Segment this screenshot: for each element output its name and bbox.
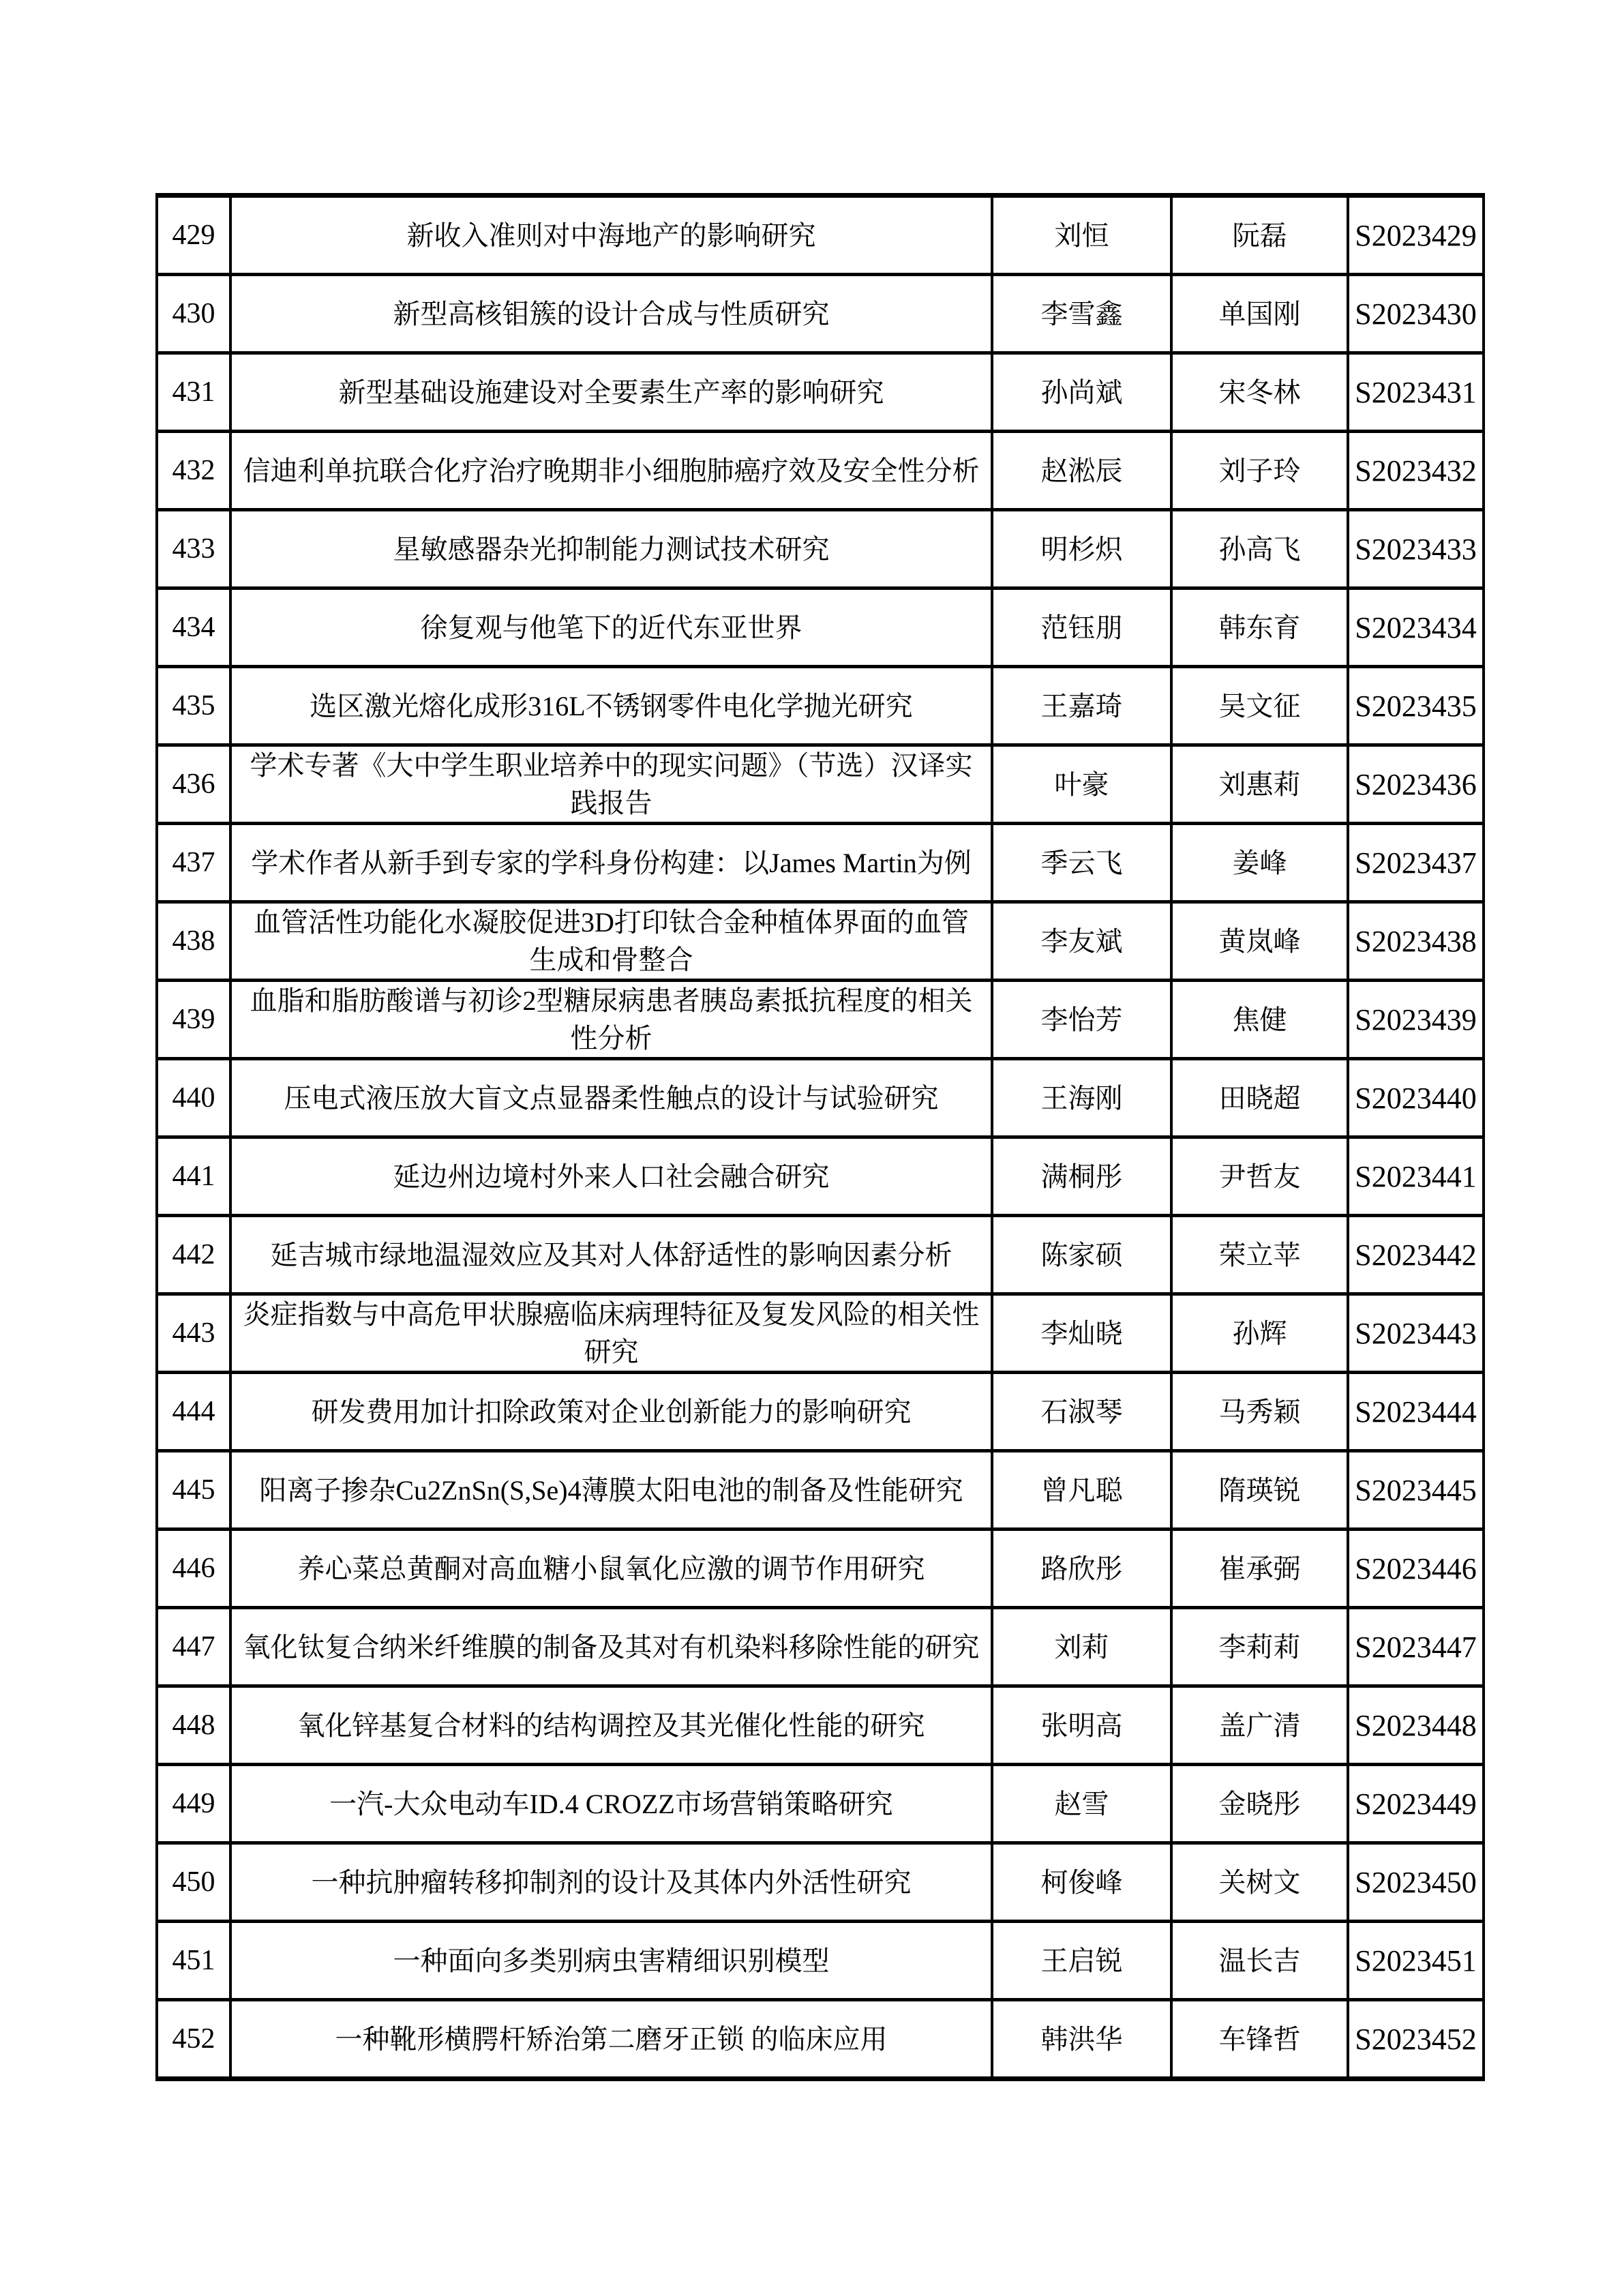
name2-cell-text: 田晓超: [1218, 1082, 1301, 1114]
student-id-cell-text: S2023437: [1355, 846, 1477, 880]
name2-cell-text: 盖广清: [1218, 1710, 1301, 1741]
name2-cell-text: 单国刚: [1218, 298, 1301, 329]
name1-cell: [993, 825, 1173, 900]
name1-cell-text: 石淑琴: [1040, 1396, 1123, 1427]
name1-cell: [993, 1060, 1173, 1135]
row-number-cell: [158, 825, 232, 900]
name2-cell-text: 姜峰: [1232, 847, 1287, 878]
student-id-cell: [1349, 1766, 1482, 1841]
row-number-cell-text: 445: [172, 1474, 215, 1506]
student-id-cell: [1349, 1217, 1482, 1292]
name1-cell-text: 刘恒: [1054, 220, 1109, 251]
student-id-cell-text: S2023433: [1355, 532, 1477, 566]
student-id-cell: [1349, 1688, 1482, 1763]
thesis-title-cell-text: 学术专著《大中学生职业培养中的现实问题》（节选）汉译实践报告: [250, 750, 973, 818]
row-number-cell: [158, 1609, 232, 1684]
name2-cell-text: 关树文: [1218, 1866, 1301, 1898]
row-number-cell: [158, 198, 232, 273]
table-row: [158, 1296, 1482, 1374]
row-number-cell-text: 435: [172, 689, 215, 721]
table-row: [158, 1217, 1482, 1296]
table-row: [158, 355, 1482, 433]
row-number-cell: [158, 1766, 232, 1841]
name1-cell-text: 路欣彤: [1040, 1553, 1123, 1584]
name2-cell: [1173, 1845, 1349, 1920]
name2-cell: [1173, 276, 1349, 351]
thesis-title-cell: [232, 1766, 993, 1841]
student-id-cell-text: S2023445: [1355, 1473, 1477, 1507]
thesis-title-cell: [232, 276, 993, 351]
row-number-cell-text: 433: [172, 533, 215, 565]
thesis-title-cell: [232, 1609, 993, 1684]
table-row: [158, 198, 1482, 276]
name1-cell-text: 刘莉: [1054, 1631, 1109, 1663]
thesis-title-cell-text: 徐复观与他笔下的近代东亚世界: [420, 612, 802, 643]
thesis-title-cell-text: 阳离子掺杂Cu2ZnSn(S,Se)4薄膜太阳电池的制备及性能研究: [259, 1474, 963, 1506]
name2-cell: [1173, 511, 1349, 586]
row-number-cell: [158, 590, 232, 665]
name2-cell: [1173, 1139, 1349, 1214]
row-number-cell: [158, 668, 232, 743]
row-number-cell-text: 436: [172, 768, 215, 800]
row-number-cell: [158, 1139, 232, 1214]
thesis-title-cell: [232, 1060, 993, 1135]
name2-cell-text: 宋冬林: [1218, 376, 1301, 408]
name2-cell-text: 李莉莉: [1218, 1631, 1301, 1663]
thesis-title-cell-text: 新型高核钼簇的设计合成与性质研究: [393, 298, 830, 329]
student-id-cell-text: S2023429: [1355, 218, 1477, 252]
student-id-cell-text: S2023438: [1355, 924, 1477, 958]
name1-cell-text: 李雪鑫: [1040, 298, 1123, 329]
row-number-cell-text: 449: [172, 1787, 215, 1819]
name2-cell-text: 隋瑛锐: [1218, 1474, 1301, 1506]
table-row: [158, 1688, 1482, 1766]
student-id-cell-text: S2023447: [1355, 1630, 1477, 1664]
name1-cell-text: 明杉炽: [1040, 533, 1123, 565]
name2-cell: [1173, 668, 1349, 743]
student-id-cell-text: S2023435: [1355, 689, 1477, 723]
name2-cell-text: 金晓彤: [1218, 1788, 1301, 1819]
name2-cell: [1173, 1452, 1349, 1527]
student-id-cell: [1349, 1923, 1482, 1998]
thesis-title-cell: [232, 747, 993, 822]
row-number-cell: [158, 511, 232, 586]
student-id-cell: [1349, 1452, 1482, 1527]
name2-cell-text: 阮磊: [1232, 220, 1287, 251]
name2-cell: [1173, 825, 1349, 900]
row-number-cell-text: 429: [172, 219, 215, 251]
name2-cell-text: 韩东育: [1218, 612, 1301, 643]
thesis-title-cell: [232, 433, 993, 508]
table-row: [158, 2001, 1482, 2076]
thesis-list-table: [155, 193, 1485, 2081]
thesis-title-cell-text: 血管活性功能化水凝胶促进3D打印钛合金种植体界面的血管生成和骨整合: [254, 907, 969, 975]
name1-cell: [993, 747, 1173, 822]
thesis-title-cell-text: 压电式液压放大盲文点显器柔性触点的设计与试验研究: [284, 1082, 939, 1114]
name1-cell: [993, 1609, 1173, 1684]
thesis-title-cell: [232, 1296, 993, 1371]
name1-cell-text: 王嘉琦: [1040, 690, 1123, 721]
name1-cell: [993, 904, 1173, 979]
row-number-cell: [158, 1688, 232, 1763]
name1-cell: [993, 276, 1173, 351]
student-id-cell: [1349, 355, 1482, 430]
name1-cell-text: 张明高: [1040, 1710, 1123, 1741]
name1-cell-text: 曾凡聪: [1040, 1474, 1123, 1506]
table-row: [158, 982, 1482, 1060]
row-number-cell-text: 437: [172, 846, 215, 878]
name2-cell-text: 马秀颖: [1218, 1396, 1301, 1427]
row-number-cell: [158, 982, 232, 1057]
student-id-cell-text: S2023444: [1355, 1395, 1477, 1429]
row-number-cell-text: 446: [172, 1552, 215, 1584]
name2-cell-text: 荣立苹: [1218, 1239, 1301, 1270]
thesis-title-cell-text: 学术作者从新手到专家的学科身份构建：以James Martin为例: [251, 847, 972, 878]
row-number-cell: [158, 1060, 232, 1135]
thesis-title-cell: [232, 511, 993, 586]
table-row: [158, 511, 1482, 590]
name1-cell-text: 柯俊峰: [1040, 1866, 1123, 1898]
name2-cell-text: 崔承弼: [1218, 1553, 1301, 1584]
name2-cell: [1173, 1766, 1349, 1841]
student-id-cell: [1349, 433, 1482, 508]
student-id-cell-text: S2023440: [1355, 1081, 1477, 1115]
name2-cell: [1173, 1688, 1349, 1763]
table-row: [158, 668, 1482, 747]
row-number-cell: [158, 747, 232, 822]
name1-cell-text: 李怡芳: [1040, 1004, 1123, 1035]
name1-cell: [993, 198, 1173, 273]
name1-cell: [993, 982, 1173, 1057]
student-id-cell: [1349, 1609, 1482, 1684]
thesis-title-cell-text: 星敏感器杂光抑制能力测试技术研究: [393, 533, 830, 565]
name1-cell-text: 季云飞: [1040, 847, 1123, 878]
student-id-cell: [1349, 1060, 1482, 1135]
row-number-cell: [158, 1374, 232, 1449]
student-id-cell: [1349, 2001, 1482, 2076]
thesis-title-cell-text: 信迪利单抗联合化疗治疗晚期非小细胞肺癌疗效及安全性分析: [243, 455, 980, 486]
student-id-cell: [1349, 825, 1482, 900]
student-id-cell: [1349, 1374, 1482, 1449]
thesis-title-cell-text: 一汽-大众电动车ID.4 CROZZ市场营销策略研究: [329, 1788, 893, 1819]
row-number-cell-text: 432: [172, 454, 215, 486]
row-number-cell-text: 452: [172, 2023, 215, 2055]
student-id-cell-text: S2023446: [1355, 1551, 1477, 1585]
name1-cell: [993, 355, 1173, 430]
row-number-cell-text: 448: [172, 1709, 215, 1741]
thesis-title-cell: [232, 1374, 993, 1449]
name1-cell-text: 陈家硕: [1040, 1239, 1123, 1270]
thesis-title-cell: [232, 1923, 993, 1998]
row-number-cell-text: 440: [172, 1082, 215, 1114]
table-row: [158, 1766, 1482, 1845]
thesis-title-cell: [232, 198, 993, 273]
row-number-cell: [158, 1923, 232, 1998]
row-number-cell: [158, 1217, 232, 1292]
thesis-title-cell: [232, 1531, 993, 1606]
thesis-title-cell: [232, 982, 993, 1057]
name1-cell-text: 赵淞辰: [1040, 455, 1123, 486]
student-id-cell: [1349, 747, 1482, 822]
name1-cell: [993, 1452, 1173, 1527]
name2-cell: [1173, 1060, 1349, 1135]
row-number-cell-text: 434: [172, 611, 215, 643]
student-id-cell: [1349, 904, 1482, 979]
student-id-cell: [1349, 276, 1482, 351]
table-row: [158, 747, 1482, 825]
student-id-cell-text: S2023436: [1355, 767, 1477, 801]
thesis-title-cell: [232, 1452, 993, 1527]
row-number-cell-text: 439: [172, 1003, 215, 1035]
table-row: [158, 904, 1482, 982]
row-number-cell: [158, 2001, 232, 2076]
thesis-title-cell-text: 新收入准则对中海地产的影响研究: [406, 220, 816, 251]
name1-cell-text: 叶豪: [1054, 769, 1109, 800]
thesis-title-cell: [232, 825, 993, 900]
thesis-title-cell: [232, 1217, 993, 1292]
table-row: [158, 1139, 1482, 1217]
name2-cell-text: 尹哲友: [1218, 1161, 1301, 1192]
table-row: [158, 1060, 1482, 1139]
name1-cell: [993, 2001, 1173, 2076]
name1-cell: [993, 590, 1173, 665]
name2-cell: [1173, 355, 1349, 430]
name2-cell: [1173, 1374, 1349, 1449]
row-number-cell-text: 438: [172, 925, 215, 957]
table-row: [158, 1845, 1482, 1923]
name2-cell-text: 孙辉: [1232, 1317, 1287, 1349]
thesis-title-cell: [232, 1845, 993, 1920]
student-id-cell-text: S2023452: [1355, 2022, 1477, 2056]
name1-cell: [993, 433, 1173, 508]
student-id-cell-text: S2023434: [1355, 610, 1477, 644]
student-id-cell-text: S2023450: [1355, 1865, 1477, 1899]
student-id-cell-text: S2023439: [1355, 1002, 1477, 1037]
row-number-cell: [158, 355, 232, 430]
name2-cell: [1173, 590, 1349, 665]
thesis-title-cell: [232, 904, 993, 979]
name2-cell: [1173, 1296, 1349, 1371]
row-number-cell-text: 451: [172, 1944, 215, 1976]
name1-cell-text: 李灿晓: [1040, 1317, 1123, 1349]
student-id-cell: [1349, 590, 1482, 665]
name1-cell: [993, 1688, 1173, 1763]
thesis-title-cell-text: 炎症指数与中高危甲状腺癌临床病理特征及复发风险的相关性研究: [243, 1299, 980, 1367]
name1-cell: [993, 1217, 1173, 1292]
name2-cell: [1173, 2001, 1349, 2076]
name2-cell: [1173, 1217, 1349, 1292]
name2-cell-text: 温长吉: [1218, 1945, 1301, 1976]
thesis-title-cell-text: 养心菜总黄酮对高血糖小鼠氧化应激的调节作用研究: [297, 1553, 925, 1584]
row-number-cell: [158, 1296, 232, 1371]
name1-cell-text: 范钰朋: [1040, 612, 1123, 643]
name2-cell: [1173, 198, 1349, 273]
student-id-cell: [1349, 1845, 1482, 1920]
row-number-cell-text: 444: [172, 1395, 215, 1427]
table-row: [158, 1452, 1482, 1531]
row-number-cell: [158, 433, 232, 508]
thesis-title-cell: [232, 590, 993, 665]
student-id-cell-text: S2023448: [1355, 1708, 1477, 1742]
name2-cell-text: 焦健: [1232, 1004, 1287, 1035]
student-id-cell: [1349, 982, 1482, 1057]
table-row: [158, 276, 1482, 355]
student-id-cell-text: S2023451: [1355, 1943, 1477, 1978]
student-id-cell-text: S2023441: [1355, 1159, 1477, 1193]
row-number-cell-text: 450: [172, 1866, 215, 1898]
name1-cell-text: 赵雪: [1054, 1788, 1109, 1819]
table-row: [158, 1923, 1482, 2001]
name2-cell-text: 刘惠莉: [1218, 769, 1301, 800]
thesis-title-cell: [232, 668, 993, 743]
thesis-title-cell-text: 研发费用加计扣除政策对企业创新能力的影响研究: [311, 1396, 912, 1427]
row-number-cell: [158, 1452, 232, 1527]
row-number-cell: [158, 904, 232, 979]
row-number-cell-text: 430: [172, 297, 215, 329]
name1-cell-text: 王启锐: [1040, 1945, 1123, 1976]
table-row: [158, 1374, 1482, 1452]
name1-cell: [993, 1531, 1173, 1606]
name2-cell: [1173, 747, 1349, 822]
row-number-cell: [158, 276, 232, 351]
table-row: [158, 590, 1482, 668]
student-id-cell: [1349, 198, 1482, 273]
thesis-title-cell-text: 选区激光熔化成形316L不锈钢零件电化学抛光研究: [310, 690, 913, 721]
name2-cell: [1173, 1531, 1349, 1606]
student-id-cell: [1349, 511, 1482, 586]
name2-cell: [1173, 1923, 1349, 1998]
row-number-cell-text: 442: [172, 1238, 215, 1270]
row-number-cell-text: 441: [172, 1160, 215, 1192]
row-number-cell-text: 443: [172, 1317, 215, 1349]
thesis-title-cell-text: 一种面向多类别病虫害精细识别模型: [393, 1945, 830, 1976]
row-number-cell-text: 447: [172, 1630, 215, 1663]
name1-cell-text: 满桐彤: [1040, 1161, 1123, 1192]
student-id-cell-text: S2023442: [1355, 1238, 1477, 1272]
name1-cell: [993, 1923, 1173, 1998]
student-id-cell: [1349, 1531, 1482, 1606]
thesis-title-cell-text: 氧化锌基复合材料的结构调控及其光催化性能的研究: [297, 1710, 925, 1741]
name1-cell-text: 孙尚斌: [1040, 376, 1123, 408]
name2-cell-text: 黄岚峰: [1218, 925, 1301, 957]
name2-cell: [1173, 904, 1349, 979]
name2-cell-text: 吴文征: [1218, 690, 1301, 721]
student-id-cell: [1349, 668, 1482, 743]
student-id-cell: [1349, 1139, 1482, 1214]
student-id-cell: [1349, 1296, 1482, 1371]
thesis-title-cell: [232, 1688, 993, 1763]
name1-cell: [993, 1296, 1173, 1371]
name2-cell-text: 刘子玲: [1218, 455, 1301, 486]
thesis-title-cell-text: 一种靴形横腭杆矫治第二磨牙正锁 的临床应用: [335, 2023, 888, 2055]
table-row: [158, 1609, 1482, 1688]
name2-cell-text: 孙高飞: [1218, 533, 1301, 565]
name1-cell-text: 王海刚: [1040, 1082, 1123, 1114]
row-number-cell: [158, 1845, 232, 1920]
name1-cell: [993, 1845, 1173, 1920]
student-id-cell-text: S2023431: [1355, 375, 1477, 409]
row-number-cell-text: 431: [172, 376, 215, 408]
name1-cell-text: 韩洪华: [1040, 2023, 1123, 2055]
student-id-cell-text: S2023443: [1355, 1316, 1477, 1350]
name2-cell: [1173, 1609, 1349, 1684]
thesis-title-cell-text: 延吉城市绿地温湿效应及其对人体舒适性的影响因素分析: [270, 1239, 952, 1270]
name2-cell: [1173, 982, 1349, 1057]
table-row: [158, 433, 1482, 511]
student-id-cell-text: S2023449: [1355, 1787, 1477, 1821]
thesis-title-cell-text: 氧化钛复合纳米纤维膜的制备及其对有机染料移除性能的研究: [243, 1631, 980, 1663]
thesis-title-cell: [232, 2001, 993, 2076]
row-number-cell: [158, 1531, 232, 1606]
student-id-cell-text: S2023432: [1355, 453, 1477, 488]
thesis-title-cell: [232, 355, 993, 430]
thesis-title-cell: [232, 1139, 993, 1214]
thesis-title-cell-text: 血脂和脂肪酸谱与初诊2型糖尿病患者胰岛素抵抗程度的相关性分析: [250, 985, 973, 1054]
thesis-title-cell-text: 延边州边境村外来人口社会融合研究: [393, 1161, 830, 1192]
name1-cell: [993, 1139, 1173, 1214]
table-row: [158, 825, 1482, 904]
name2-cell: [1173, 433, 1349, 508]
thesis-title-cell-text: 新型基础设施建设对全要素生产率的影响研究: [338, 376, 884, 408]
name1-cell-text: 李友斌: [1040, 925, 1123, 957]
name1-cell: [993, 511, 1173, 586]
table-row: [158, 1531, 1482, 1609]
student-id-cell-text: S2023430: [1355, 297, 1477, 331]
thesis-title-cell-text: 一种抗肿瘤转移抑制剂的设计及其体内外活性研究: [311, 1866, 912, 1898]
name1-cell: [993, 668, 1173, 743]
name1-cell: [993, 1766, 1173, 1841]
name1-cell: [993, 1374, 1173, 1449]
name2-cell-text: 车锋哲: [1218, 2023, 1301, 2055]
